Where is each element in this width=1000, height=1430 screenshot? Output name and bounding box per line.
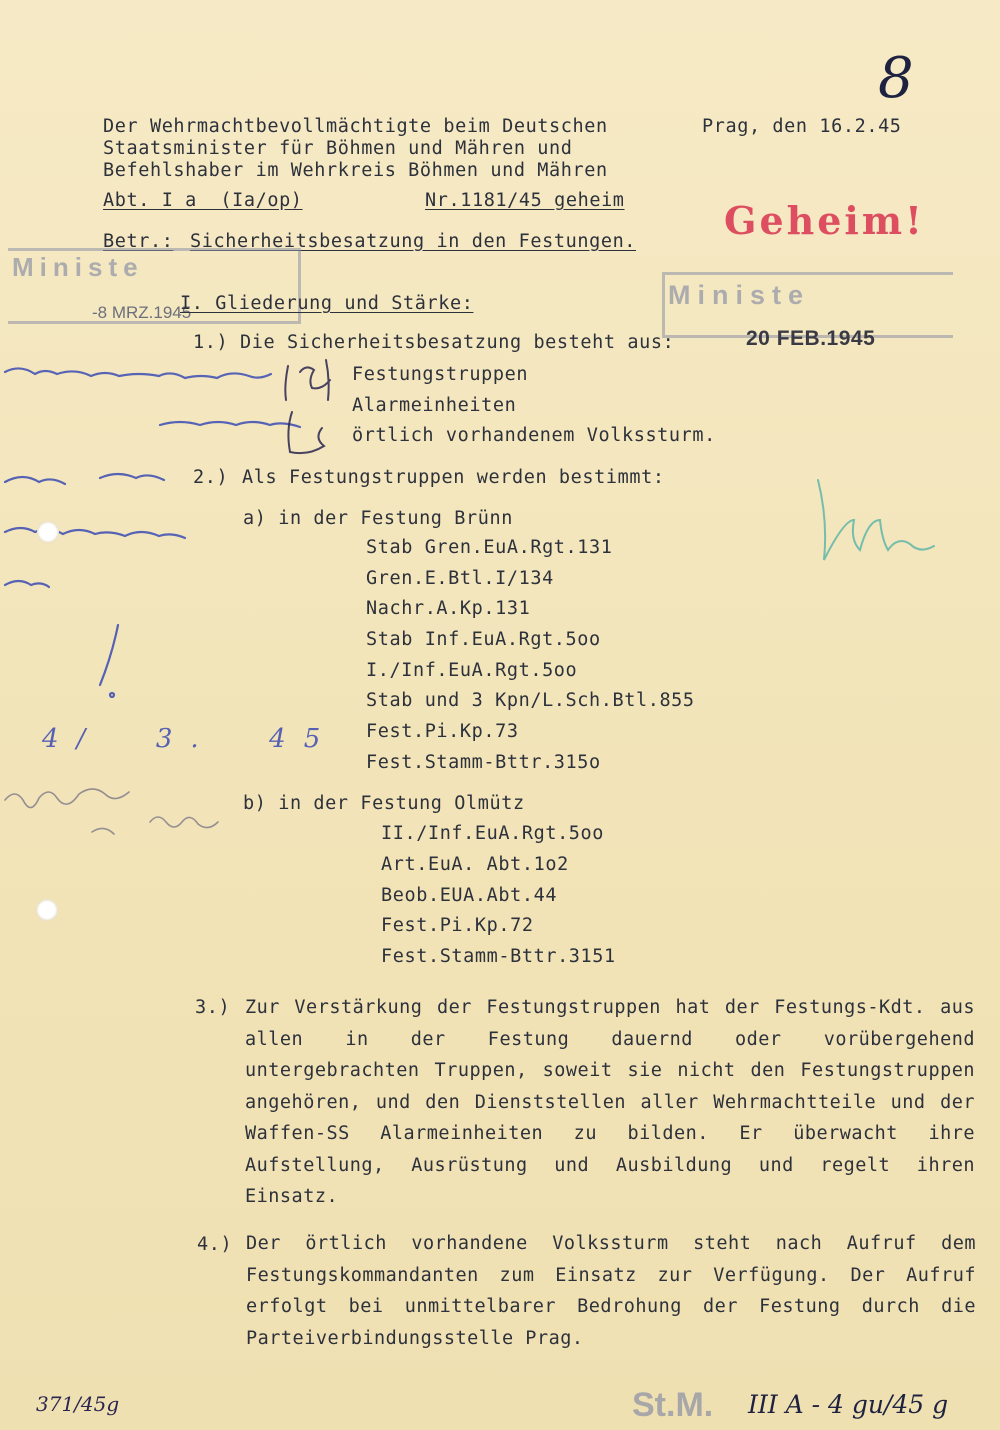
item-1-list-2: Alarmeinheiten — [352, 395, 517, 416]
dot-mark — [110, 693, 114, 697]
unit-brno-7: Fest.Pi.Kp.73 — [366, 721, 519, 742]
ministry-stamp-right: Ministe — [668, 280, 811, 310]
item-1-list-3: örtlich vorhandenem Volkssturm. — [352, 425, 716, 446]
subject-label: Betr.: — [103, 231, 174, 252]
item-3-text: Zur Verstärkung der Festungstruppen hat der Festungs-Kdt. aus allen in der Festung dauernd oder vorübergehend untergebrachten Truppen, soweit sie nicht den Festungstruppen angehören, und den Dienststellen aller Wehrmachtteile und der Waffen-SS Alarmeinheiten zu bilden. Er überwacht ihre Aufstellung, Ausrüstung und Ausbildung und regelt ihren Einsatz. — [245, 997, 975, 1207]
unit-brno-6: Stab und 3 Kpn/L.Sch.Btl.855 — [366, 690, 695, 711]
gray-pencil-scribbles — [5, 789, 218, 834]
folio-number: 8 — [878, 46, 914, 111]
item-2b-label: b) in der Festung Olmütz — [243, 793, 525, 814]
unit-brno-3: Nachr.A.Kp.131 — [366, 598, 531, 619]
green-ink-mark — [818, 480, 934, 560]
unit-brno-4: Stab Inf.EuA.Rgt.5oo — [366, 629, 601, 650]
subject-text: Sicherheitsbesatzung in den Festungen. — [190, 231, 637, 252]
unit-brno-2: Gren.E.Btl.I/134 — [366, 568, 554, 589]
unit-olomouc-3: Beob.EUA.Abt.44 — [381, 885, 558, 906]
unit-olomouc-1: II./Inf.EuA.Rgt.5oo — [381, 823, 605, 844]
scribble-line-3 — [5, 474, 164, 484]
item-4-number: 4.) — [197, 1234, 233, 1255]
green-signature — [818, 480, 934, 560]
punch-hole-bottom — [36, 899, 58, 921]
received-date-stamp: 20 FEB.1945 — [746, 327, 876, 350]
section-heading: I. Gliederung und Stärke: — [180, 293, 474, 314]
scribble-line-4 — [5, 528, 185, 538]
handwritten-date: 4/ 3. 45 — [42, 724, 339, 754]
pencil-note-2 — [92, 817, 218, 834]
initials-mark-1 — [285, 360, 330, 400]
slash-mark — [100, 625, 118, 685]
punch-hole-top — [37, 521, 59, 543]
department: Abt. I a (Ia/op) — [103, 190, 303, 211]
unit-olomouc-4: Fest.Pi.Kp.72 — [381, 915, 534, 936]
bottom-left-note: 371/45g — [36, 1392, 120, 1416]
black-ink-scribbles — [285, 360, 330, 453]
unit-brno-1: Stab Gren.EuA.Rgt.131 — [366, 537, 613, 558]
unit-olomouc-2: Art.EuA. Abt.1o2 — [381, 854, 569, 875]
sender-line-1: Der Wehrmachtbevollmächtigte beim Deutschen — [103, 116, 608, 137]
scribble-line-5 — [5, 581, 49, 587]
item-1-number: 1.) — [193, 332, 229, 353]
bottom-stamp: St.M. — [632, 1386, 714, 1424]
ministry-stamp-left: Ministe — [12, 252, 144, 282]
item-1-text: Die Sicherheitsbesatzung besteht aus: — [240, 332, 675, 353]
item-1-list-1: Festungstruppen — [352, 364, 529, 385]
sender-line-3: Befehlshaber im Wehrkreis Böhmen und Mähren — [103, 160, 608, 181]
place-date: Prag, den 16.2.45 — [702, 116, 902, 137]
item-2-text: Als Festungstruppen werden bestimmt: — [242, 467, 665, 488]
item-2-number: 2.) — [193, 467, 229, 488]
bottom-reference: III A - 4 gu/45 g — [748, 1390, 949, 1419]
unit-brno-5: I./Inf.EuA.Rgt.5oo — [366, 660, 578, 681]
scribble-line-2 — [160, 422, 300, 427]
initials-mark-2 — [288, 412, 324, 453]
unit-olomouc-5: Fest.Stamm-Bttr.3151 — [381, 946, 616, 967]
reference-number: Nr.1181/45 geheim — [425, 190, 625, 211]
item-3-number: 3.) — [195, 997, 231, 1018]
ministry-stamp-left-date: -8 MRZ.1945 — [92, 303, 192, 322]
item-2a-label: a) in der Festung Brünn — [243, 508, 513, 529]
sender-line-2: Staatsminister für Böhmen und Mähren und — [103, 138, 573, 159]
item-4-text: Der örtlich vorhandene Volkssturm steht nach Aufruf dem Festungskommandanten zum Einsatz zur Verfügung. Der Aufruf erfolgt bei unmittelbarer Bedrohung der Festung durch die Parteiverbindungsstelle Prag. — [246, 1233, 976, 1349]
scribble-line-1 — [5, 368, 271, 378]
pencil-note-1 — [5, 789, 129, 808]
unit-brno-8: Fest.Stamm-Bttr.315o — [366, 752, 601, 773]
classification-stamp: Geheim! — [724, 198, 925, 243]
